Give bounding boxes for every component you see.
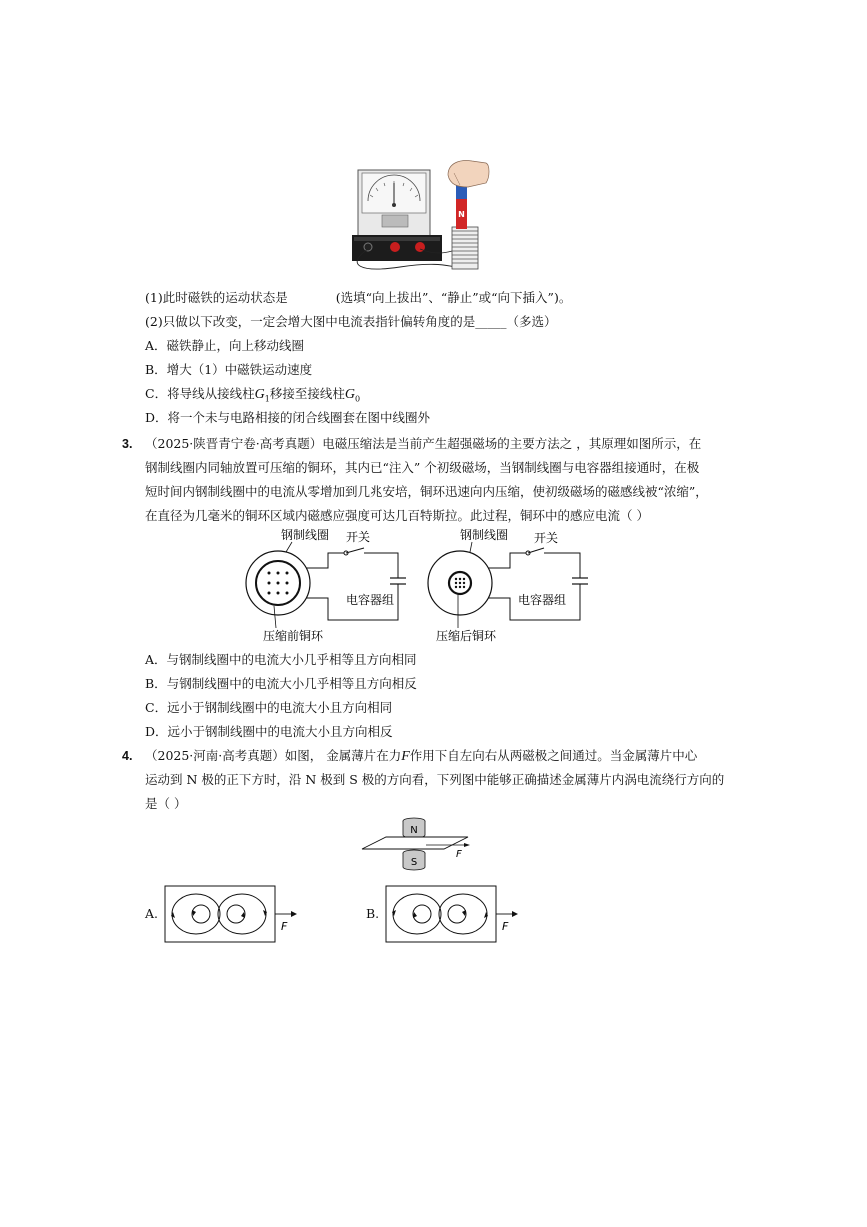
q4-number: 4. <box>122 749 133 763</box>
q4-line-1-post: 作用下自左向右从两磁极之间通过。当金属薄片中心 <box>409 748 698 763</box>
q3-number: 3. <box>122 437 133 451</box>
q3-option-c-text: 远小于钢制线圈中的电流大小且方向相同 <box>167 700 393 715</box>
q3-option-b-text: 与钢制线圈中的电流大小几乎相等且方向相反 <box>166 676 417 691</box>
q2-option-a-label: A． <box>145 338 167 353</box>
q4-option-a-force-label: F <box>281 920 288 933</box>
q3-line-1: （2025·陕晋青宁卷·高考真题）电磁压缩法是当前产生超强磁场的主要方法之 ，其原理如图所示，在 <box>145 436 702 451</box>
q3-right-cap-label: 电容器组 <box>518 593 567 607</box>
q3-right-diagram <box>428 528 588 643</box>
q2-option-b-label: B． <box>145 362 167 377</box>
q3-option-a <box>145 652 417 668</box>
galvanometer-figure <box>340 155 500 283</box>
q2-option-a-text: 磁铁静止，向上移动线圈 <box>166 338 305 353</box>
q2-option-c-g0: G <box>344 387 355 402</box>
q3-right-switch-label: 开关 <box>534 531 559 545</box>
q3-option-b-label: B． <box>145 676 167 691</box>
q3-option-c-label: C． <box>145 700 168 715</box>
magnet-n-label: N <box>458 210 465 219</box>
q3-left-cap-label: 电容器组 <box>346 593 395 607</box>
q3-left-coil-label: 钢制线圈 <box>281 528 330 542</box>
q2-option-c-text-mid: 移接至接线柱 <box>269 386 345 401</box>
q4-magnet-figure <box>360 815 480 880</box>
q2-option-c <box>145 386 360 408</box>
q4-option-a-diagram <box>163 884 301 946</box>
galvanometer-diagram <box>340 155 500 280</box>
q2-option-b-text: 增大（1）中磁铁运动速度 <box>166 362 313 377</box>
q2-option-c-g1-sub: 1 <box>264 394 270 404</box>
q3-figure <box>236 528 606 649</box>
q4-option-a-label: A. <box>145 906 159 921</box>
q3-compression-diagram <box>236 528 606 646</box>
q3-left-ring-label: 压缩前铜环 <box>263 629 324 643</box>
q2-sub2: (2)只做以下改变，一定会增大图中电流表指针偏转角度的是_____（多选） <box>145 314 557 329</box>
q2-sub1-prefix: (1)此时磁铁的运动状态是 <box>145 290 288 305</box>
q2-option-c-g0-sub: 0 <box>354 394 361 404</box>
q3-option-d <box>145 724 393 740</box>
q2-option-c-g1: G <box>254 387 265 402</box>
q4-line-2: 运动到 N 极的正下方时，沿 N 极到 S 极的方向看，下列图中能够正确描述金属薄片内涡电流绕行方向的 <box>145 772 725 787</box>
q3-line-3: 短时间内钢制线圈中的电流从零增加到几兆安培，铜环迅速向内压缩，使初级磁场的磁感线被“浓缩”， <box>145 484 708 499</box>
q4-option-b-force-label: F <box>502 920 509 933</box>
q4-line-3: 是（ ） <box>145 796 187 811</box>
q2-option-d-text: 将一个未与电路相接的闭合线圈套在图中线圈外 <box>167 410 431 425</box>
q3-right-coil-label: 钢制线圈 <box>460 528 509 542</box>
q3-right-ring-label: 压缩后铜环 <box>436 629 497 643</box>
q3-option-b <box>145 676 417 692</box>
q4-line-1-pre: （2025·河南·高考真题）如图， 金属薄片在力 <box>145 748 402 763</box>
q3-option-d-label: D． <box>145 724 168 739</box>
q2-option-a <box>145 338 304 354</box>
q2-option-b <box>145 362 312 378</box>
q2-sub1 <box>145 290 571 306</box>
q3-left-switch-label: 开关 <box>346 530 371 544</box>
q4-force-symbol: F <box>401 749 410 764</box>
q3-option-d-text: 远小于钢制线圈中的电流大小且方向相反 <box>167 724 393 739</box>
q4-s-pole-label: S <box>410 857 418 868</box>
q2-option-c-label: C． <box>145 386 168 401</box>
q4-n-pole-label: N <box>410 825 418 836</box>
q4-magnet-diagram <box>360 815 480 877</box>
q4-force-label: F <box>456 849 462 860</box>
q3-line-2: 钢制线圈内同轴放置可压缩的铜环，其内已“注入” 个初级磁场，当钢制线圈与电容器组接通时，在极 <box>145 460 700 475</box>
q4-option-a-figure <box>163 884 301 949</box>
q4-option-b-diagram <box>384 884 522 946</box>
q4-line-1 <box>145 748 697 765</box>
q3-option-a-label: A． <box>145 652 167 667</box>
q3-option-a-text: 与钢制线圈中的电流大小几乎相等且方向相同 <box>166 652 417 667</box>
q2-option-c-text-pre: 将导线从接线柱 <box>167 386 255 401</box>
q2-option-d-label: D． <box>145 410 168 425</box>
q3-line-4: 在直径为几毫米的铜环区域内磁感应强度可达几百特斯拉。此过程，铜环中的感应电流（ ） <box>145 508 649 523</box>
q4-option-b-label: B. <box>366 906 380 921</box>
q2-option-d <box>145 410 430 426</box>
q4-option-b-figure <box>384 884 522 949</box>
q3-left-diagram <box>246 528 406 643</box>
q2-sub1-suffix: (选填“向上拔出”、“静止”或“向下插入”)。 <box>335 290 572 305</box>
q3-option-c <box>145 700 392 716</box>
